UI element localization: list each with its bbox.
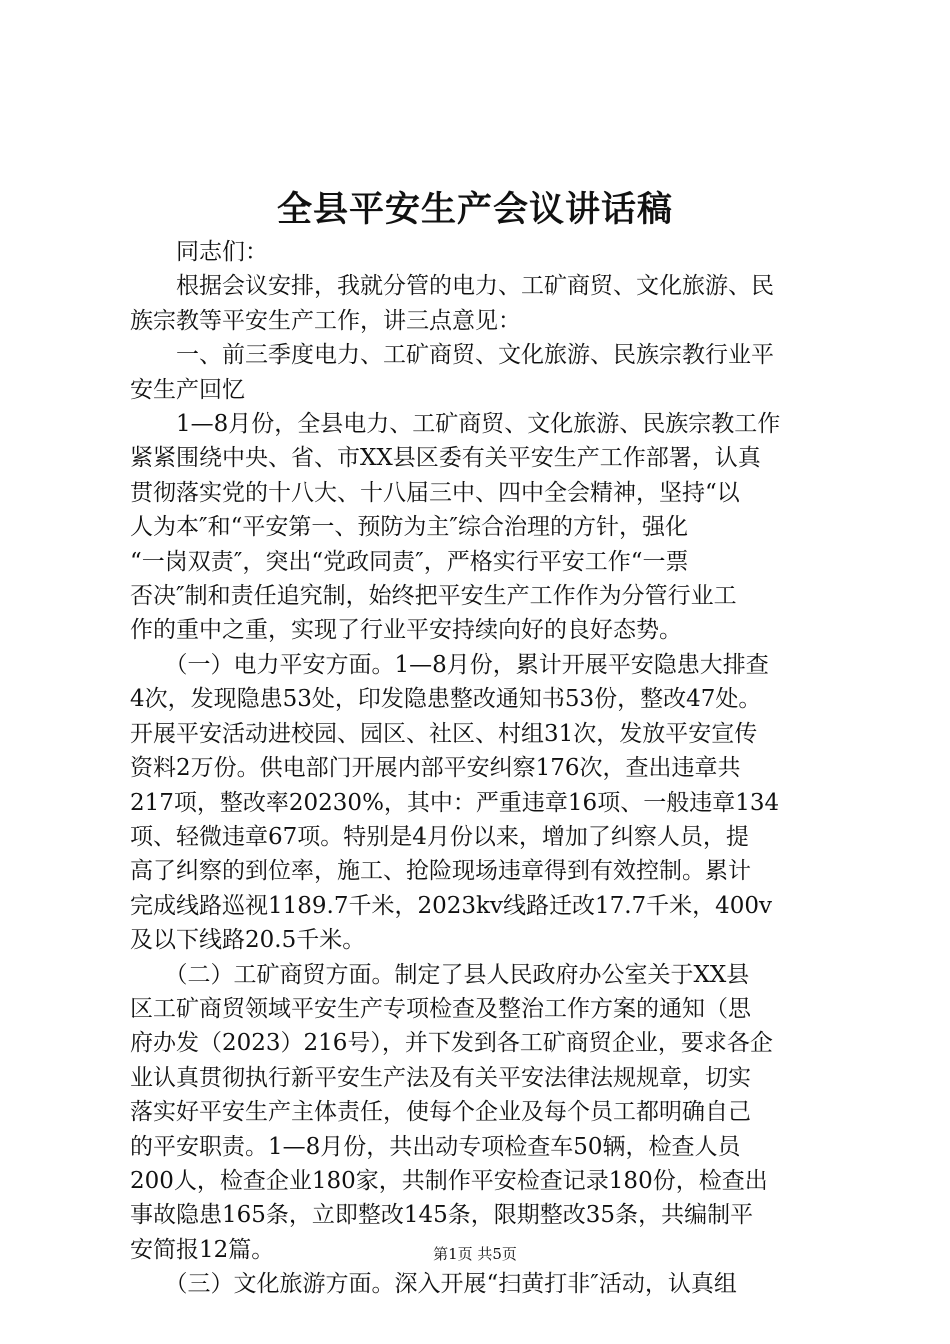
body-line: 完成线路巡视1189.7千米，2023kv线路迁改17.7千米，400v [130, 892, 773, 919]
body-line: 及以下线路20.5千米。 [130, 927, 366, 954]
body-line: （一）电力平安方面。1—8月份，累计开展平安隐患大排查 [130, 651, 769, 678]
body-line: 一、前三季度电力、工矿商贸、文化旅游、民族宗教行业平 [130, 342, 774, 369]
body-line: 217项，整改率20230%，其中：严重违章16项、一般违章134 [130, 789, 780, 816]
body-line: 资料2万份。供电部门开展内部平安纠察176次，查出违章共 [130, 755, 741, 782]
body-line: 根据会议安排，我就分管的电力、工矿商贸、文化旅游、民 [130, 273, 774, 300]
body-line: 200人，检查企业180家，共制作平安检查记录180份，检查出 [130, 1167, 768, 1194]
body-line: 1—8月份，全县电力、工矿商贸、文化旅游、民族宗教工作 [130, 411, 781, 438]
body-line: 府办发（2023）216号），并下发到各工矿商贸企业，要求各企 [130, 1030, 773, 1057]
body-line: 人为本″和“平安第一、预防为主″综合治理的方针，强化 [130, 514, 688, 541]
body-line: 业认真贯彻执行新平安生产法及有关平安法律法规规章，切实 [130, 1064, 751, 1091]
body-line: “一岗双责″，突出“党政同责″，严格实行平安工作“一票 [130, 548, 689, 575]
body-line: 安简报12篇。 [130, 1236, 275, 1263]
body-line: 作的重中之重，实现了行业平安持续向好的良好态势。 [130, 617, 682, 644]
body-line: 贯彻落实党的十八大、十八届三中、四中全会精神，坚持“以 [130, 479, 740, 506]
body-line: 否决″制和责任追究制，始终把平安生产工作作为分管行业工 [130, 583, 737, 610]
body-line: 4次，发现隐患53处，印发隐患整改通知书53份，整改47处。 [130, 686, 762, 713]
body-line: 紧紧围绕中央、省、市XX县区委有关平安生产工作部署，认真 [130, 445, 761, 472]
body-line: 安生产回忆 [130, 376, 245, 403]
body-line: 同志们： [130, 239, 268, 265]
body-line: 区工矿商贸领域平安生产专项检查及整治工作方案的通知（思 [130, 995, 751, 1022]
body-line: 的平安职责。1—8月份，共出动专项检查车50辆，检查人员 [130, 1133, 741, 1160]
document-body [130, 235, 830, 1302]
body-line: 族宗教等平安生产工作，讲三点意见： [130, 307, 521, 334]
document-title: 全县平安生产会议讲话稿 [276, 189, 673, 230]
body-line: 高了纠察的到位率，施工、抢险现场违章得到有效控制。累计 [130, 858, 751, 885]
body-line: 开展平安活动进校园、园区、社区、村组31次，发放平安宣传 [130, 720, 758, 747]
body-line: （三）文化旅游方面。深入开展“扫黄打非″活动，认真组 [130, 1271, 737, 1298]
body-line: 事故隐患165条，立即整改145条，限期整改35条，共编制平 [130, 1202, 754, 1229]
body-line: （二）工矿商贸方面。制定了县人民政府办公室关于XX县 [130, 961, 750, 988]
page-footer: 第1页 共5页 [433, 1245, 517, 1263]
body-line: 落实好平安生产主体责任，使每个企业及每个员工都明确自己 [130, 1099, 751, 1126]
body-line: 项、轻微违章67项。特别是4月份以来，增加了纠察人员，提 [130, 823, 749, 850]
